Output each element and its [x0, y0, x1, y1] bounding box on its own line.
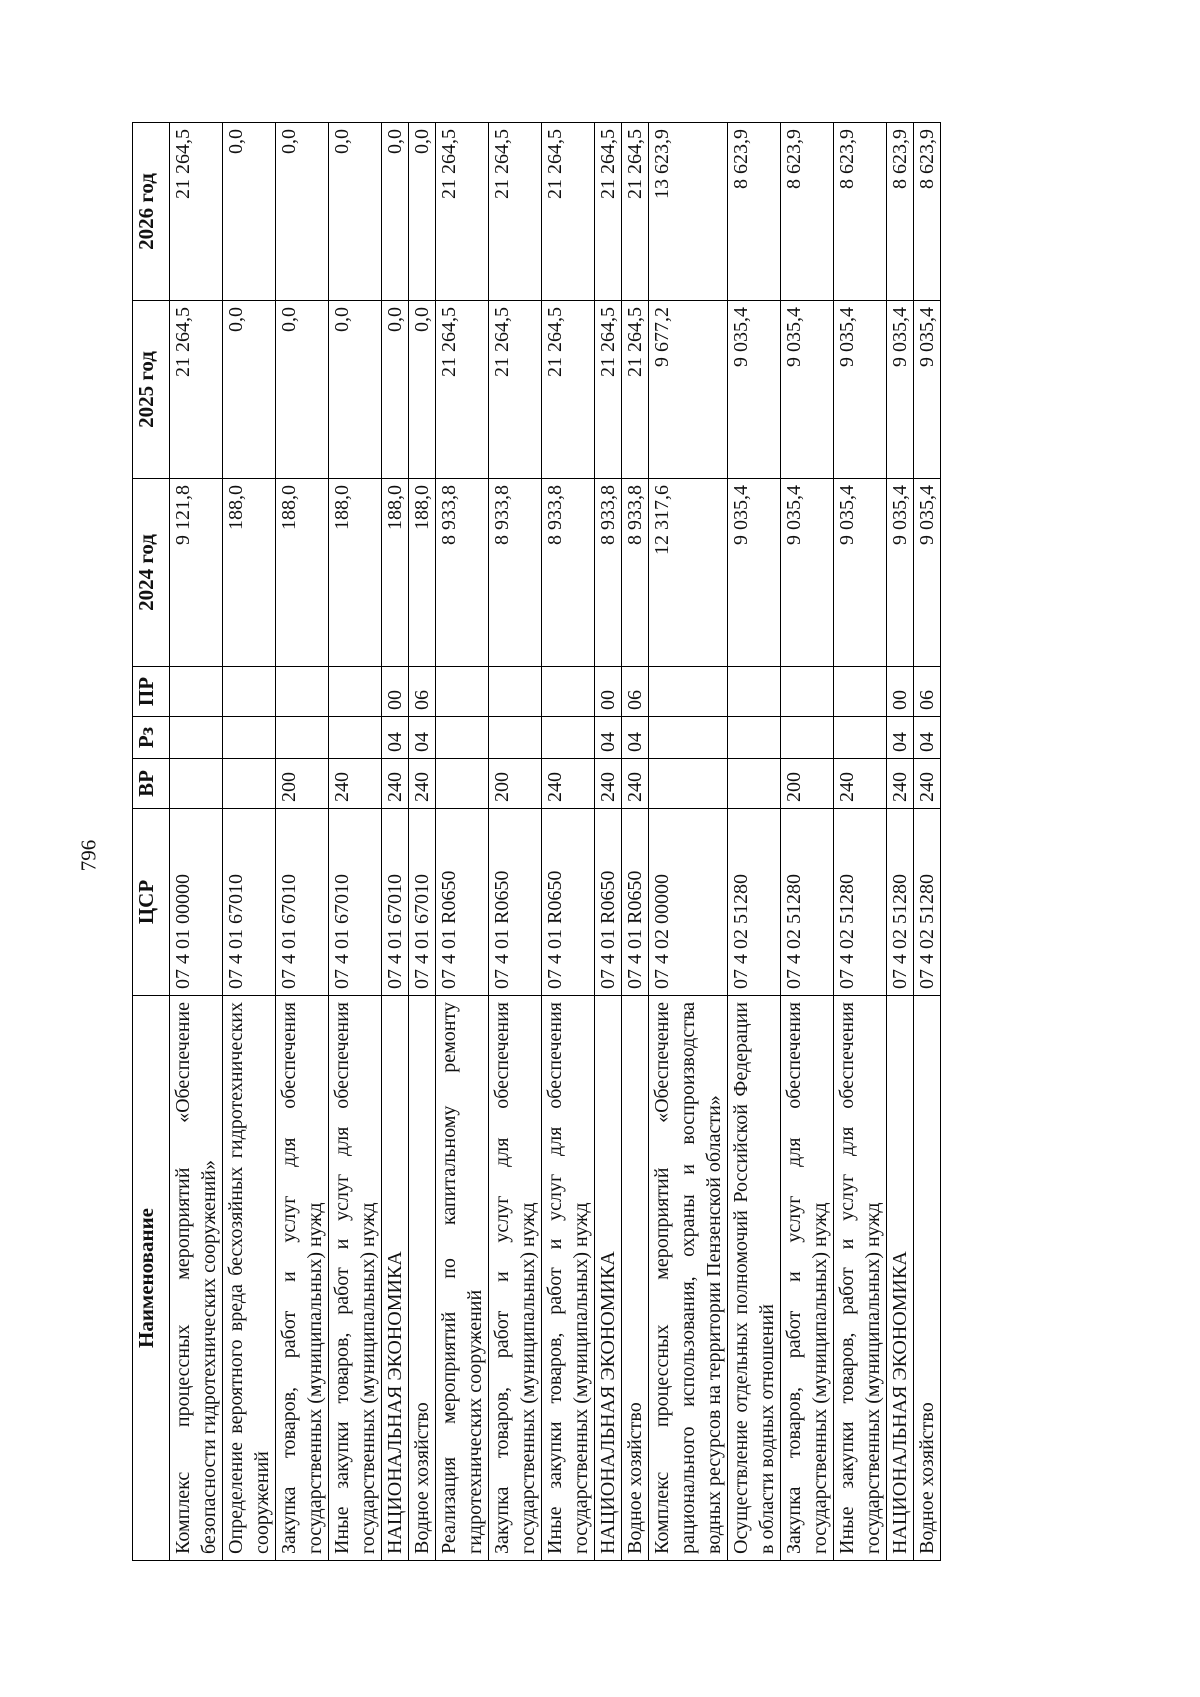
rotated-table-container — [132, 123, 1012, 1561]
cell-2025: 9 035,4 — [728, 301, 781, 479]
cell-csr: 07 4 01 67010 — [223, 809, 276, 996]
table-row — [329, 123, 382, 1561]
table-row — [834, 123, 887, 1561]
cell-csr: 07 4 01 00000 — [170, 809, 223, 996]
cell-2024: 188,0 — [409, 479, 436, 667]
cell-name: Иные закупки товаров, работ и услуг для обеспечения государственных (муниципальных) нужд — [834, 996, 887, 1561]
cell-pr: 00 — [382, 667, 409, 717]
cell-csr: 07 4 02 51280 — [887, 809, 914, 996]
cell-name: НАЦИОНАЛЬНАЯ ЭКОНОМИКА — [595, 996, 622, 1561]
cell-csr: 07 4 01 67010 — [276, 809, 329, 996]
cell-2026: 8 623,9 — [887, 123, 914, 301]
cell-vr: 240 — [382, 759, 409, 809]
cell-2025: 0,0 — [223, 301, 276, 479]
cell-vr — [649, 759, 728, 809]
header-rz: Рз — [133, 717, 170, 759]
cell-pr — [276, 667, 329, 717]
cell-csr: 07 4 02 51280 — [914, 809, 941, 996]
table-row — [887, 123, 914, 1561]
header-2024: 2024 год — [133, 479, 170, 667]
cell-2025: 21 264,5 — [489, 301, 542, 479]
cell-pr: 06 — [622, 667, 649, 717]
cell-2024: 9 035,4 — [887, 479, 914, 667]
cell-2026: 21 264,5 — [595, 123, 622, 301]
cell-vr: 200 — [489, 759, 542, 809]
cell-2025: 0,0 — [382, 301, 409, 479]
cell-csr: 07 4 01 R0650 — [595, 809, 622, 996]
cell-pr — [436, 667, 489, 717]
cell-rz — [170, 717, 223, 759]
cell-2026: 8 623,9 — [914, 123, 941, 301]
cell-2024: 9 035,4 — [834, 479, 887, 667]
cell-vr: 240 — [622, 759, 649, 809]
cell-2026: 21 264,5 — [436, 123, 489, 301]
cell-rz: 04 — [595, 717, 622, 759]
table-row — [542, 123, 595, 1561]
cell-2024: 9 035,4 — [914, 479, 941, 667]
header-vr: ВР — [133, 759, 170, 809]
cell-2025: 21 264,5 — [436, 301, 489, 479]
table-row — [409, 123, 436, 1561]
cell-name: Комплекс процессных мероприятий «Обеспечение рационального использования, охраны и воспроизводства водных ресурсов на территории Пензенской области» — [649, 996, 728, 1561]
cell-csr: 07 4 01 R0650 — [542, 809, 595, 996]
cell-2026: 0,0 — [276, 123, 329, 301]
cell-vr: 200 — [276, 759, 329, 809]
cell-2026: 21 264,5 — [622, 123, 649, 301]
cell-2024: 188,0 — [329, 479, 382, 667]
cell-name: Закупка товаров, работ и услуг для обеспечения государственных (муниципальных) нужд — [489, 996, 542, 1561]
cell-rz — [223, 717, 276, 759]
table-row — [223, 123, 276, 1561]
cell-name: Водное хозяйство — [914, 996, 941, 1561]
cell-2024: 9 121,8 — [170, 479, 223, 667]
cell-pr — [223, 667, 276, 717]
cell-name: Определение вероятного вреда бесхозяйных гидротехнических сооружений — [223, 996, 276, 1561]
cell-2025: 21 264,5 — [622, 301, 649, 479]
cell-name: Иные закупки товаров, работ и услуг для обеспечения государственных (муниципальных) нужд — [542, 996, 595, 1561]
cell-csr: 07 4 01 67010 — [409, 809, 436, 996]
cell-2025: 9 035,4 — [781, 301, 834, 479]
cell-csr: 07 4 01 R0650 — [436, 809, 489, 996]
page-number: 796 — [76, 839, 101, 872]
cell-2025: 21 264,5 — [595, 301, 622, 479]
header-name: Наименование — [133, 996, 170, 1561]
cell-rz: 04 — [887, 717, 914, 759]
cell-2026: 0,0 — [409, 123, 436, 301]
cell-2025: 0,0 — [329, 301, 382, 479]
cell-rz — [728, 717, 781, 759]
cell-vr — [728, 759, 781, 809]
cell-pr: 06 — [914, 667, 941, 717]
cell-name: Комплекс процессных мероприятий «Обеспечение безопасности гидротехнических сооружений» — [170, 996, 223, 1561]
budget-table — [132, 122, 941, 1561]
cell-pr — [649, 667, 728, 717]
table-row — [489, 123, 542, 1561]
cell-2024: 188,0 — [382, 479, 409, 667]
cell-2025: 9 035,4 — [834, 301, 887, 479]
cell-csr: 07 4 02 51280 — [728, 809, 781, 996]
cell-pr — [329, 667, 382, 717]
table-row — [622, 123, 649, 1561]
cell-2026: 21 264,5 — [489, 123, 542, 301]
cell-2024: 9 035,4 — [781, 479, 834, 667]
cell-2024: 8 933,8 — [436, 479, 489, 667]
cell-vr: 200 — [781, 759, 834, 809]
cell-pr — [170, 667, 223, 717]
cell-vr — [223, 759, 276, 809]
header-csr: ЦСР — [133, 809, 170, 996]
cell-2026: 0,0 — [382, 123, 409, 301]
cell-vr: 240 — [329, 759, 382, 809]
cell-rz: 04 — [914, 717, 941, 759]
cell-rz — [489, 717, 542, 759]
cell-pr — [728, 667, 781, 717]
cell-pr: 06 — [409, 667, 436, 717]
cell-csr: 07 4 01 67010 — [329, 809, 382, 996]
cell-2024: 188,0 — [276, 479, 329, 667]
cell-name: Водное хозяйство — [622, 996, 649, 1561]
cell-rz: 04 — [382, 717, 409, 759]
cell-2025: 0,0 — [409, 301, 436, 479]
cell-vr: 240 — [409, 759, 436, 809]
cell-2024: 8 933,8 — [489, 479, 542, 667]
cell-2024: 8 933,8 — [622, 479, 649, 667]
cell-2026: 0,0 — [223, 123, 276, 301]
cell-2025: 21 264,5 — [542, 301, 595, 479]
table-row — [276, 123, 329, 1561]
cell-2024: 8 933,8 — [595, 479, 622, 667]
cell-rz — [649, 717, 728, 759]
cell-2026: 8 623,9 — [728, 123, 781, 301]
cell-pr — [781, 667, 834, 717]
cell-rz: 04 — [409, 717, 436, 759]
cell-vr: 240 — [914, 759, 941, 809]
cell-vr: 240 — [595, 759, 622, 809]
cell-vr: 240 — [542, 759, 595, 809]
table-row — [649, 123, 728, 1561]
cell-rz — [781, 717, 834, 759]
cell-2024: 8 933,8 — [542, 479, 595, 667]
table-row — [728, 123, 781, 1561]
cell-2026: 8 623,9 — [834, 123, 887, 301]
cell-vr — [436, 759, 489, 809]
cell-rz — [542, 717, 595, 759]
cell-2024: 188,0 — [223, 479, 276, 667]
cell-2026: 8 623,9 — [781, 123, 834, 301]
cell-rz: 04 — [622, 717, 649, 759]
cell-vr — [170, 759, 223, 809]
cell-csr: 07 4 01 R0650 — [622, 809, 649, 996]
cell-csr: 07 4 02 00000 — [649, 809, 728, 996]
cell-csr: 07 4 01 R0650 — [489, 809, 542, 996]
cell-csr: 07 4 01 67010 — [382, 809, 409, 996]
cell-rz — [276, 717, 329, 759]
cell-name: Водное хозяйство — [409, 996, 436, 1561]
cell-pr: 00 — [887, 667, 914, 717]
cell-pr — [834, 667, 887, 717]
cell-2026: 0,0 — [329, 123, 382, 301]
table-row — [914, 123, 941, 1561]
cell-name: Закупка товаров, работ и услуг для обеспечения государственных (муниципальных) нужд — [276, 996, 329, 1561]
cell-csr: 07 4 02 51280 — [834, 809, 887, 996]
cell-vr: 240 — [834, 759, 887, 809]
header-pr: ПР — [133, 667, 170, 717]
cell-pr: 00 — [595, 667, 622, 717]
cell-name: Осуществление отдельных полномочий Российской Федерации в области водных отношений — [728, 996, 781, 1561]
cell-name: Иные закупки товаров, работ и услуг для обеспечения государственных (муниципальных) нужд — [329, 996, 382, 1561]
cell-rz — [834, 717, 887, 759]
cell-2025: 9 677,2 — [649, 301, 728, 479]
cell-name: Закупка товаров, работ и услуг для обеспечения государственных (муниципальных) нужд — [781, 996, 834, 1561]
table-header-row — [133, 123, 170, 1561]
table-row — [436, 123, 489, 1561]
cell-2025: 0,0 — [276, 301, 329, 479]
header-2025: 2025 год — [133, 301, 170, 479]
cell-2024: 12 317,6 — [649, 479, 728, 667]
cell-2025: 21 264,5 — [170, 301, 223, 479]
cell-name: НАЦИОНАЛЬНАЯ ЭКОНОМИКА — [887, 996, 914, 1561]
cell-vr: 240 — [887, 759, 914, 809]
table-row — [781, 123, 834, 1561]
cell-2025: 9 035,4 — [887, 301, 914, 479]
cell-rz — [436, 717, 489, 759]
cell-pr — [542, 667, 595, 717]
header-2026: 2026 год — [133, 123, 170, 301]
cell-2026: 21 264,5 — [542, 123, 595, 301]
cell-2024: 9 035,4 — [728, 479, 781, 667]
cell-name: НАЦИОНАЛЬНАЯ ЭКОНОМИКА — [382, 996, 409, 1561]
cell-csr: 07 4 02 51280 — [781, 809, 834, 996]
cell-2026: 13 623,9 — [649, 123, 728, 301]
cell-2026: 21 264,5 — [170, 123, 223, 301]
table-row — [382, 123, 409, 1561]
table-row — [170, 123, 223, 1561]
cell-2025: 9 035,4 — [914, 301, 941, 479]
cell-pr — [489, 667, 542, 717]
table-row — [595, 123, 622, 1561]
cell-rz — [329, 717, 382, 759]
cell-name: Реализация мероприятий по капитальному ремонту гидротехнических сооружений — [436, 996, 489, 1561]
